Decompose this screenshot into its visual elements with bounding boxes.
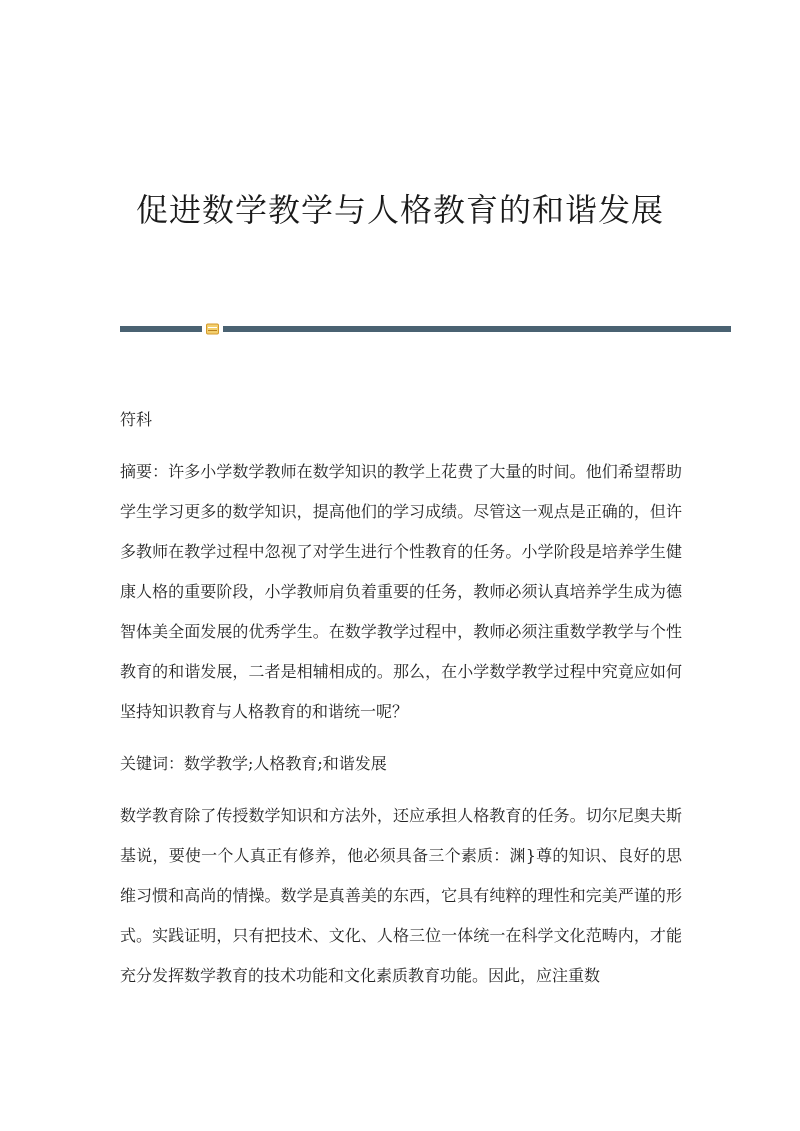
abstract-paragraph: 摘要：许多小学数学教师在数学知识的教学上花费了大量的时间。他们希望帮助学生学习更多的数学知识，提高他们的学习成绩。尽管这一观点是正确的，但许多教师在教学过程中忽视了对学生进行个性教育的任务。小学阶段是培养学生健康人格的重要阶段，小学教师肩负着重要的任务，教师必须认真培养学生成为德智体美全面发展的优秀学生。在数学教学过程中，教师必须注重数学教学与个性教育的和谐发展，二者是相辅相成的。那么，在小学数学教学过程中究竟应如何坚持知识教育与人格教育的和谐统一呢？ <box>120 462 682 721</box>
document-title: 促进数学教学与人格教育的和谐发展 <box>135 191 664 229</box>
title-divider <box>120 322 731 336</box>
author-name: 符科 <box>120 410 153 429</box>
body-paragraph: 数学教育除了传授数学知识和方法外，还应承担人格教育的任务。切尔尼奥夫斯基说，要使一个人真正有修养，他必须具备三个素质：渊}尊的知识、良好的思维习惯和高尚的情操。数学是真善美的东西，它具有纯粹的理性和完美严谨的形式。实践证明，只有把技术、文化、人格三位一体统一在科学文化范畴内，才能充分发挥数学教育的技术功能和文化素质教育功能。因此，应注重数 <box>120 806 682 985</box>
keywords-line: 关键词：数学教学;人格教育;和谐发展 <box>120 754 387 773</box>
pencil-ornament-icon <box>206 323 219 335</box>
divider-bar-right <box>223 326 731 332</box>
divider-bar-left <box>120 326 202 332</box>
